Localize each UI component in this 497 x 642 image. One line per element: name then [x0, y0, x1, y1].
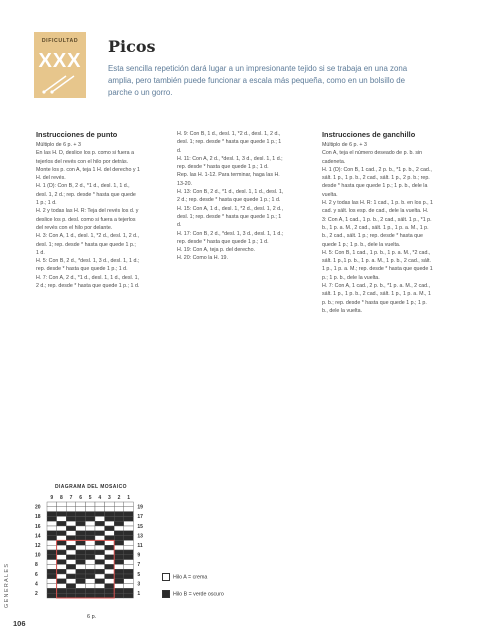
crochet-instructions [322, 130, 434, 315]
chart-cell [114, 550, 124, 555]
chart-cell [76, 502, 86, 507]
chart-cell [47, 564, 57, 569]
chart-cell [105, 593, 115, 598]
row-number-right: 17 [137, 514, 143, 521]
chart-cell [124, 531, 134, 536]
mosaic-chart [25, 492, 185, 610]
column-number: 8 [60, 495, 63, 501]
row-number-left: 10 [35, 552, 41, 559]
chart-cell [105, 526, 115, 531]
chart-cell [47, 574, 57, 579]
chart-cell [66, 502, 76, 507]
yarn-a-swatch [162, 573, 170, 581]
chart-cell [114, 521, 124, 526]
chart-cell [57, 512, 67, 517]
page-title: Picos [108, 37, 156, 56]
chart-cell [114, 507, 124, 512]
chart-cell [105, 512, 115, 517]
chart-cell [95, 555, 105, 560]
chart-cell [76, 555, 86, 560]
chart-cell [57, 550, 67, 555]
chart-cell [124, 540, 134, 545]
chart-cell [124, 588, 134, 593]
chart-cell [47, 584, 57, 589]
chart-cell [76, 512, 86, 517]
chart-cell [124, 521, 134, 526]
chart-cell [47, 593, 57, 598]
row-number-left: 2 [35, 591, 38, 597]
chart-cell [85, 555, 95, 560]
chart-cell [47, 560, 57, 565]
chart-cell [95, 560, 105, 565]
chart-cell [95, 516, 105, 521]
row-number-left: 12 [35, 543, 41, 549]
chart-cell [95, 584, 105, 589]
chart-cell [114, 545, 124, 550]
legend-a-label: Hilo A = crema [173, 574, 208, 581]
chart-cell [57, 531, 67, 536]
chart-cell [76, 588, 86, 593]
chart-cell [114, 502, 124, 507]
instruction-line: H. 19: Con A, teja p. del derecho. [177, 247, 256, 254]
legend-yarn-a [162, 573, 207, 581]
chart-cell [114, 555, 124, 560]
chart-cell [95, 526, 105, 531]
chart-cell [105, 569, 115, 574]
chart-cell [57, 569, 67, 574]
chart-cell [57, 555, 67, 560]
chart-cell [47, 507, 57, 512]
chart-cell [124, 569, 134, 574]
chart-cell [105, 579, 115, 584]
chart-cell [85, 579, 95, 584]
chart-cell [57, 540, 67, 545]
chart-cell [124, 555, 134, 560]
chart-cell [85, 569, 95, 574]
chart-cell [76, 579, 86, 584]
chart-cell [57, 574, 67, 579]
chart-cell [124, 502, 134, 507]
chart-cell [76, 574, 86, 579]
chart-cell [57, 593, 67, 598]
instruction-line: Múltiplo de 6 p. + 3 [322, 142, 367, 148]
chart-cell [95, 545, 105, 550]
instruction-line: Rep. las H. 1-12. Para terminar, haga las H. 13-20. [177, 172, 280, 187]
column-number: 3 [108, 495, 111, 501]
column-number: 5 [88, 495, 92, 501]
row-number-right: 1 [137, 591, 141, 597]
chart-cell [114, 512, 124, 517]
row-number-right: 3 [137, 581, 141, 588]
knitting-instructions-continued [177, 130, 285, 263]
column-number: 4 [98, 495, 102, 501]
chart-cell [105, 574, 115, 579]
chart-cell [105, 545, 115, 550]
chart-cell [76, 584, 86, 589]
instruction-line: En las H. D, deslice los p. como si fuera a tejerlos del revés con el hilo por detrás. [36, 150, 135, 165]
chart-cell [76, 536, 86, 541]
page-number: 106 [13, 619, 26, 628]
chart-cell [114, 579, 124, 584]
chart-cell [105, 555, 115, 560]
row-number-right: 5 [137, 571, 141, 578]
crochet-heading: Instrucciones de ganchillo [322, 130, 416, 139]
chart-cell [66, 521, 76, 526]
chart-cell [47, 531, 57, 536]
chart-cell [85, 564, 95, 569]
chart-cell [66, 550, 76, 555]
chart-cell [76, 540, 86, 545]
chart-cell [85, 560, 95, 565]
chart-cell [85, 593, 95, 598]
chart-cell [95, 579, 105, 584]
chart-cell [124, 526, 134, 531]
chart-cell [57, 584, 67, 589]
chart-cell [47, 540, 57, 545]
chart-cell [105, 516, 115, 521]
column-number: 1 [127, 495, 130, 501]
chart-cell [66, 512, 76, 517]
knitting-heading: Instrucciones de punto [36, 130, 118, 139]
chart-cell [114, 584, 124, 589]
row-number-right: 19 [137, 504, 143, 511]
chart-cell [105, 550, 115, 555]
chart-cell [85, 550, 95, 555]
chart-cell [114, 516, 124, 521]
chart-cell [105, 564, 115, 569]
chart-cell [114, 531, 124, 536]
chart-cell [105, 521, 115, 526]
instruction-line: H. 5: Con B, 1 cad., 1 p. b., 1 p. a. M., *2 cad., sált. 1 p.,1 p. b., 1 p. a. M., 1 p. b., 2 cad., sált. 1 p., 1 p. a. M.; rep. desde * hasta que quede 1 p.; 1 p. b., dele la vuelta. [322, 249, 433, 281]
chart-cell [47, 569, 57, 574]
chart-cell [76, 545, 86, 550]
chart-cell [47, 550, 57, 555]
chart-cell [95, 531, 105, 536]
instruction-line: H. 7: Con A, 2 d., *1 d., desl. 1, 1 d., desl. 1, 2 d.; rep. desde * hasta que quede 1 p.; 1 d. [36, 274, 140, 290]
chart-cell [105, 502, 115, 507]
chart-cell [85, 502, 95, 507]
row-number-right: 9 [137, 552, 141, 559]
chart-cell [85, 540, 95, 545]
column-number: 2 [117, 495, 121, 501]
column-number: 6 [79, 495, 82, 501]
chart-cell [76, 531, 86, 536]
chart-cell [66, 540, 76, 545]
chart-cell [114, 526, 124, 531]
chart-cell [105, 560, 115, 565]
chart-cell [66, 588, 76, 593]
chart-cell [95, 550, 105, 555]
column-number: 7 [69, 495, 73, 501]
legend-b-label: Hilo B = verde oscuro [173, 591, 224, 598]
chart-cell [95, 540, 105, 545]
chart-cell [124, 512, 134, 517]
instruction-line: H. 5: Con B, 2 d., *desl. 1, 3 d., desl. 1, 1 d.; rep. desde * hasta que quede 1 p.; 1 d. [36, 258, 140, 273]
chart-cell [47, 588, 57, 593]
instruction-line: H. 11: Con A, 2 d., *desl. 1, 3 d., desl. 1, 1 d.; rep. desde * hasta que quede 1 p.; 1 d. [177, 155, 283, 171]
row-number-left: 18 [35, 514, 41, 521]
chart-cell [66, 555, 76, 560]
chart-cell [76, 521, 86, 526]
mosaic-chart-title: DIAGRAMA DEL MOSAICO [55, 484, 127, 490]
instruction-line: H. 1 (D): Con B, 1 cad., 2 p. b., *1 p. b., 2 cad., sált. 1 p., 1 p. b., 2 cad., sált. 1 p., 2 p. b.; rep. desde * hasta que quede 1 p.; 1 p. b., dele la vuelta. [322, 166, 432, 198]
chart-cell [105, 540, 115, 545]
chart-cell [85, 507, 95, 512]
chart-cell [76, 593, 86, 598]
chart-cell [95, 569, 105, 574]
chart-cell [114, 574, 124, 579]
chart-cell [66, 584, 76, 589]
chart-cell [66, 569, 76, 574]
chart-cell [76, 550, 86, 555]
chart-cell [76, 507, 86, 512]
chart-cell [85, 536, 95, 541]
knitting-needles-icon [42, 74, 78, 94]
chart-cell [47, 536, 57, 541]
chart-cell [114, 540, 124, 545]
chart-cell [57, 502, 67, 507]
chart-cell [66, 574, 76, 579]
instruction-line: H. 7: Con A, 1 cad., 2 p. b., *1 p. a. M., 2 cad., sált. 1 p., 1 p. b., 2 cad., sált. 1 p., 1 p. a. M., 1 p. b.; rep. desde * hasta que quede 1 p.; 1 p. b., dele la vuelta. [322, 283, 431, 314]
chart-cell [114, 536, 124, 541]
chart-cell [47, 516, 57, 521]
chart-cell [95, 574, 105, 579]
chart-cell [124, 507, 134, 512]
chart-cell [76, 516, 86, 521]
chart-cell [66, 560, 76, 565]
chart-cell [124, 579, 134, 584]
chart-cell [95, 512, 105, 517]
chart-cell [47, 579, 57, 584]
chart-cell [95, 593, 105, 598]
row-number-right: 11 [137, 543, 143, 549]
instruction-line: H. 3: Con A, 1 d., desl. 1, *2 d., desl. 1, 2 d., desl. 1; rep. desde * hasta que quede 1 p.; 1 d. [36, 233, 140, 256]
chart-cell [47, 555, 57, 560]
chart-cell [105, 531, 115, 536]
chart-cell [57, 579, 67, 584]
chart-cell [66, 545, 76, 550]
instruction-line: H. 2 y todas las H. R: 1 cad., 1 p. b. en los p., 1 cad. y sált. los esp. de cad., dele la vuelta. H. 3: Con A, 1 cad., 1 p. b., 2 cad., sált. 1 p., *1 p. b., 1 p. a. M., 2 cad., sált. 1 p., 1 p. a. M., 1 p. b., 2 cad., sált. 1 p.; rep. desde * hasta que quede 1 p.; 1 p. b., dele la vuelta. [322, 200, 433, 248]
chart-cell [124, 516, 134, 521]
chart-cell [57, 588, 67, 593]
chart-cell [95, 502, 105, 507]
chart-cell [124, 536, 134, 541]
chart-cell [66, 507, 76, 512]
chart-cell [114, 593, 124, 598]
chart-footnote: 6 p. [87, 614, 97, 620]
chart-cell [105, 536, 115, 541]
chart-cell [95, 564, 105, 569]
chart-cell [85, 584, 95, 589]
difficulty-rating: XXX [38, 50, 82, 72]
chart-cell [76, 560, 86, 565]
instruction-line: H. 1 (D): Con B, 2 d., *1 d., desl. 1, 1 d., desl. 1, 2 d.; rep. desde * hasta que quede 1 p.; 1 d. [36, 183, 136, 207]
row-number-right: 15 [137, 523, 143, 530]
chart-cell [47, 512, 57, 517]
instruction-line: Monte los p. con A, teja 1 H. del derecho y 1 H. del revés. [36, 166, 140, 182]
row-number-left: 8 [35, 562, 38, 569]
chart-cell [105, 507, 115, 512]
instruction-line: Múltiplo de 6 p. + 3 [36, 142, 81, 148]
chart-cell [85, 512, 95, 517]
chart-cell [124, 550, 134, 555]
chart-cell [85, 516, 95, 521]
chart-cell [76, 564, 86, 569]
chart-cell [95, 536, 105, 541]
chart-cell [57, 560, 67, 565]
chart-cell [95, 588, 105, 593]
chart-cell [85, 531, 95, 536]
instruction-line: H. 15: Con A, 1 d., desl. 1, *2 d., desl. 1, 2 d., desl. 1; rep. desde * hasta que quede 1 p.; 1 d. [177, 205, 283, 229]
knitting-instructions [36, 130, 140, 290]
chart-cell [47, 545, 57, 550]
chart-cell [124, 560, 134, 565]
chart-cell [47, 526, 57, 531]
difficulty-label: DIFICULTAD [41, 38, 79, 44]
chart-cell [124, 574, 134, 579]
chart-cell [114, 564, 124, 569]
chart-cell [124, 593, 134, 598]
row-number-left: 16 [35, 523, 41, 530]
row-number-left: 20 [35, 504, 41, 511]
difficulty-badge [34, 32, 86, 98]
chart-cell [57, 521, 67, 526]
instruction-line: H. 13: Con B, 2 d., *1 d., desl. 1, 1 d., desl. 1, 2 d.; rep. desde * hasta que quede 1 p.; 1 d. [177, 189, 284, 204]
intro-text: Esta sencilla repetición dará lugar a un impresionante tejido si se trabaja en una zona amplia, pero también puede funcionar a escala más pequeña, como en un bolsillo de parche o un gorro. [108, 64, 408, 98]
chart-cell [66, 526, 76, 531]
row-number-right: 7 [137, 562, 141, 569]
chart-cell [66, 536, 76, 541]
chart-cell [85, 521, 95, 526]
chart-cell [85, 574, 95, 579]
row-number-left: 14 [35, 533, 41, 540]
chart-cell [124, 564, 134, 569]
instruction-line: H. 20: Como la H. 19. [177, 255, 228, 262]
chart-cell [114, 588, 124, 593]
chart-cell [76, 569, 86, 574]
chart-cell [85, 526, 95, 531]
chart-cell [47, 502, 57, 507]
row-number-left: 4 [35, 581, 38, 588]
chart-cell [105, 588, 115, 593]
section-side-label: GENERALES [4, 562, 10, 608]
legend-yarn-b [162, 590, 224, 598]
chart-cell [66, 516, 76, 521]
chart-cell [57, 545, 67, 550]
chart-cell [95, 507, 105, 512]
chart-cell [57, 516, 67, 521]
instruction-line: H. 17: Con B, 2 d., *desl. 1, 3 d., desl. 1, 1 d.; rep. desde * hasta que quede 1 p.; 1 d. [177, 230, 284, 245]
column-number: 9 [50, 495, 54, 501]
row-number-right: 13 [137, 533, 143, 540]
instruction-line: Con A, teja el número deseado de p. b. sin cadeneta. [322, 150, 423, 165]
chart-cell [85, 545, 95, 550]
row-number-left: 6 [35, 571, 38, 578]
chart-cell [76, 526, 86, 531]
yarn-b-swatch [162, 590, 170, 598]
chart-cell [66, 593, 76, 598]
chart-cell [66, 564, 76, 569]
chart-cell [66, 579, 76, 584]
chart-cell [57, 507, 67, 512]
chart-cell [114, 560, 124, 565]
chart-cell [105, 584, 115, 589]
chart-cell [47, 521, 57, 526]
chart-cell [57, 536, 67, 541]
instruction-line: H. 9: Con B, 1 d., desl. 1, *2 d., desl. 1, 2 d., desl. 1; rep. desde * hasta que quede 1 p.; 1 d. [177, 131, 282, 154]
chart-cell [57, 564, 67, 569]
chart-cell [114, 569, 124, 574]
chart-cell [95, 521, 105, 526]
chart-cell [57, 526, 67, 531]
chart-cell [85, 588, 95, 593]
chart-cell [124, 545, 134, 550]
chart-cell [66, 531, 76, 536]
instruction-line: H. 2 y todas las H. R: Teja del revés los d. y deslice los p. desl. como si fuera a tejerlos del revés con el hilo por delante. [36, 208, 139, 231]
chart-cell [124, 584, 134, 589]
